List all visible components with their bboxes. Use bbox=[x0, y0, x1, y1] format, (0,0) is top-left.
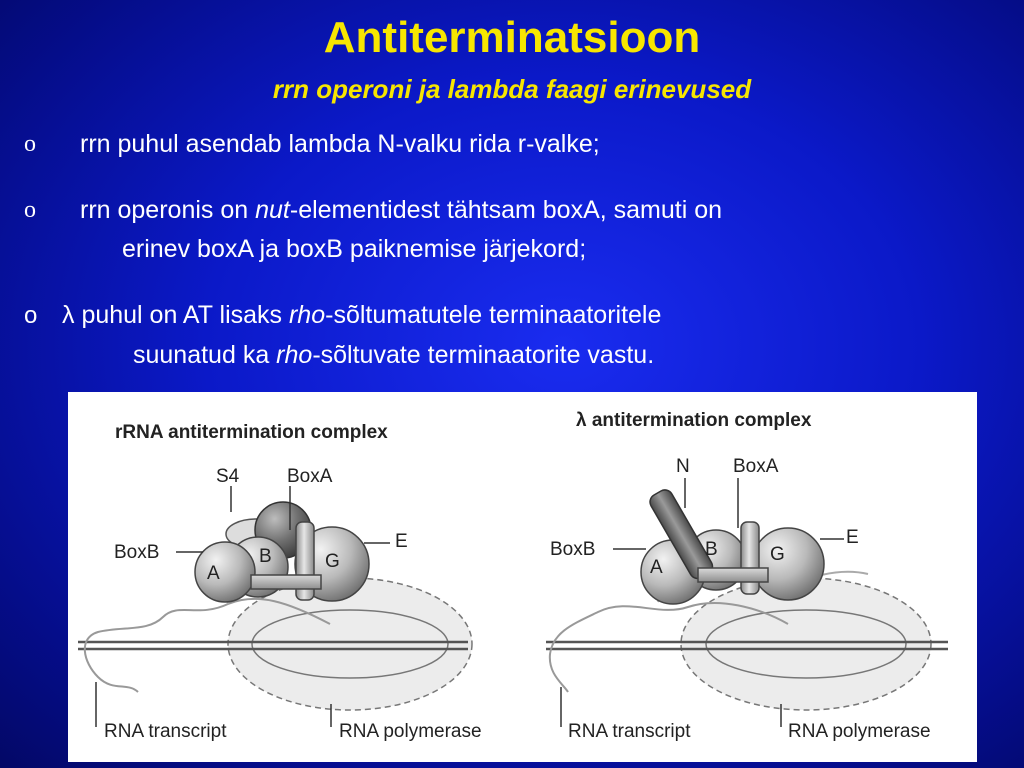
bullet-2-italic: nut bbox=[255, 196, 290, 224]
bar-shape bbox=[698, 568, 768, 582]
left-panel bbox=[78, 422, 482, 742]
bullet-2-text-b: -elementidest tähtsam boxA, samuti on bbox=[289, 196, 723, 224]
antitermination-diagram bbox=[68, 392, 977, 762]
boxa-label: BoxA bbox=[733, 456, 779, 477]
antitermination-figure bbox=[68, 392, 977, 762]
slide-title: Antiterminatsioon bbox=[323, 13, 701, 62]
a-protein bbox=[195, 542, 255, 602]
e-label: E bbox=[395, 531, 408, 552]
bullet-1-text: rrn puhul asendab lambda N-valku rida r-valke; bbox=[80, 130, 600, 158]
bullet-3-text-a: λ puhul on AT lisaks bbox=[62, 301, 289, 329]
bullet-3-text-c: suunatud ka bbox=[133, 341, 277, 369]
b-label: B bbox=[705, 539, 718, 560]
s4-label: S4 bbox=[216, 466, 240, 487]
right-panel bbox=[546, 410, 948, 742]
bullet-3-italic-2: rho bbox=[276, 341, 313, 369]
rna-polymerase-label: RNA polymerase bbox=[788, 721, 931, 742]
bullet-marker: o bbox=[24, 302, 38, 329]
g-label: G bbox=[325, 551, 340, 572]
bullet-2-line-1 bbox=[80, 192, 722, 229]
bullet-3-italic: rho bbox=[288, 301, 326, 329]
rna-polymerase-label: RNA polymerase bbox=[339, 721, 482, 742]
boxa-label: BoxA bbox=[287, 466, 333, 487]
bullet-marker: o bbox=[24, 197, 36, 223]
bullet-3 bbox=[0, 297, 1024, 377]
e-label: E bbox=[846, 527, 859, 548]
slide-subtitle: rrn operoni ja lambda faagi erinevused bbox=[272, 74, 752, 104]
rna-polymerase-shape bbox=[681, 578, 931, 710]
bullet-2-text-a: rrn operonis on bbox=[80, 196, 256, 224]
boxb-label: BoxB bbox=[114, 542, 160, 563]
bullet-3-line-1 bbox=[62, 297, 661, 334]
n-label: N bbox=[676, 456, 690, 477]
bullet-1 bbox=[0, 126, 1024, 166]
rna-transcript-label: RNA transcript bbox=[568, 721, 691, 742]
a-label: A bbox=[207, 563, 220, 584]
boxb-label: BoxB bbox=[550, 539, 596, 560]
bar-shape bbox=[251, 575, 321, 589]
rna-polymerase-shape bbox=[228, 578, 472, 710]
bullet-3-text-d: -sõltuvate terminaatorite vastu. bbox=[312, 341, 655, 369]
bullet-3-line-2 bbox=[133, 337, 654, 374]
g-protein bbox=[752, 528, 824, 600]
right-panel-title: λ antitermination complex bbox=[576, 410, 812, 431]
left-panel-title: rRNA antitermination complex bbox=[115, 422, 388, 443]
bullet-marker: o bbox=[24, 131, 36, 157]
bullet-3-text-b: -sõltumatutele terminaatoritele bbox=[325, 301, 662, 329]
rna-transcript-label: RNA transcript bbox=[104, 721, 227, 742]
bullet-2 bbox=[0, 192, 1024, 272]
a-label: A bbox=[650, 557, 663, 578]
g-label: G bbox=[770, 544, 785, 565]
b-label: B bbox=[259, 546, 272, 567]
bullet-2-line-2: erinev boxA ja boxB paiknemise järjekord; bbox=[122, 235, 587, 263]
boxa-cylinder bbox=[741, 522, 759, 594]
